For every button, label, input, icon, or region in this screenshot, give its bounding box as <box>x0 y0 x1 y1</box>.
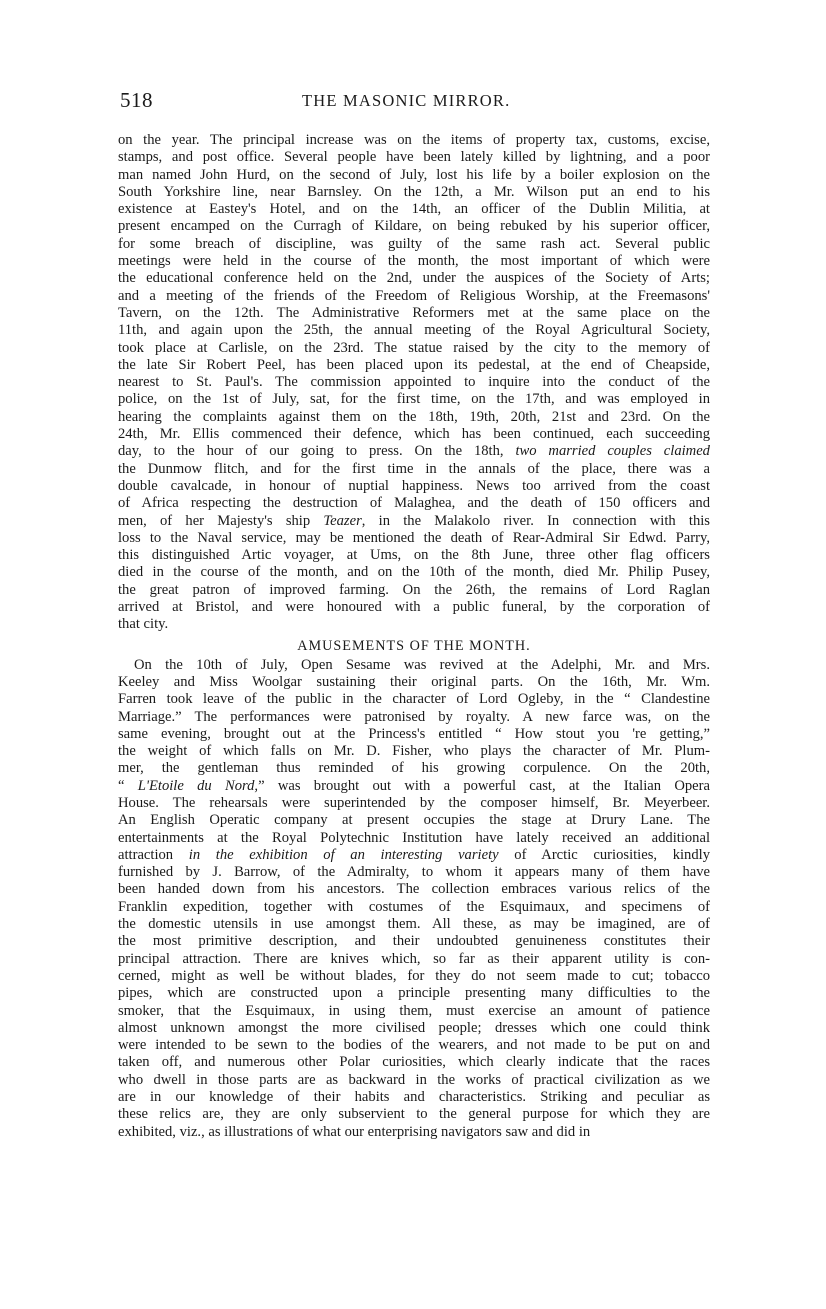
page-number: 518 <box>120 88 153 112</box>
text-line: pipes, which are constructed upon a principle presenting many difficulties to the <box>118 985 710 1002</box>
text-line: took place at Carlisle, on the 23rd. The statue raised by the city to the memory of <box>118 339 710 356</box>
text-line: House. The rehearsals were superintended by the composer himself, Br. Meyerbeer. <box>118 794 710 811</box>
text-line: day, to the hour of our going to press. On the 18th, two married couples claimed <box>118 443 710 460</box>
text-line: cerned, might as well be without blades, for they do not seem made to cut; tobacco <box>118 967 710 984</box>
text-line: 11th, and again upon the 25th, the annual meeting of the Royal Agricultural Society, <box>118 322 710 339</box>
text-line: the weight of which falls on Mr. D. Fisher, who plays the character of Mr. Plum- <box>118 743 710 760</box>
text-line: double cavalcade, in honour of nuptial happiness. News too arrived from the coast <box>118 477 710 494</box>
text-line: and a meeting of the friends of the Freedom of Religious Worship, at the Freemasons' <box>118 287 710 304</box>
text-line: who dwell in those parts are as backward in the works of practical civilization as we <box>118 1071 710 1088</box>
text-line: meetings were held in the course of the month, the most important of which were <box>118 253 710 270</box>
text-line: Farren took leave of the public in the character of Lord Ogleby, in the “ Clandestine <box>118 691 710 708</box>
text-line: attraction in the exhibition of an interesting variety of Arctic curiosities, kindly <box>118 846 710 863</box>
text-line: exhibited, viz., as illustrations of what our enterprising navigators saw and did in <box>118 1123 591 1140</box>
text-line: been handed down from his ancestors. The collection embraces various relics of the <box>118 881 710 898</box>
text-line: on the year. The principal increase was on the items of property tax, customs, excise, <box>118 132 710 148</box>
text-line: taken off, and numerous other Polar curiosities, which clearly indicate that the races <box>118 1054 710 1071</box>
text-line: furnished by J. Barrow, of the Admiralty, to whom it appears many of them have <box>118 864 710 881</box>
text-line: the late Sir Robert Peel, has been placed upon its pedestal, at the end of Cheapside, <box>118 356 710 373</box>
text-line: were intended to be sewn to the bodies of the wearers, and not made to be put on and <box>118 1037 710 1054</box>
text-line: entertainments at the Royal Polytechnic Institution have lately received an additional <box>118 829 710 846</box>
text-line: smoker, that the Esquimaux, in using them, must exercise an amount of patience <box>118 1002 710 1019</box>
text-line: Tavern, on the 12th. The Administrative Reformers met at the same place on the <box>118 304 710 321</box>
text-line: the Dunmow flitch, and for the first time in the annals of the place, there was a <box>118 460 710 477</box>
text-line: On the 10th of July, Open Sesame was revived at the Adelphi, Mr. and Mrs. <box>134 656 710 673</box>
text-line: died in the course of the month, and on the 10th of the month, died Mr. Philip Pusey, <box>118 564 710 581</box>
section-heading: AMUSEMENTS OF THE MONTH. <box>297 637 531 654</box>
text-line: man named John Hurd, on the second of July, lost his life by a boiler explosion on the <box>118 166 710 183</box>
text-line: hearing the complaints against them on the 18th, 19th, 20th, 21st and 23rd. On the <box>118 408 710 425</box>
text-line: nearest to St. Paul's. The commission appointed to inquire into the conduct of the <box>118 374 710 391</box>
text-line: present encamped on the Curragh of Kildare, on being rebuked by his superior officer, <box>118 218 710 235</box>
text-line: the educational conference held on the 2nd, under the auspices of the Society of Arts; <box>118 270 710 287</box>
text-line: loss to the Naval service, may be mentioned the death of Rear-Admiral Sir Edwd. Parry, <box>118 529 710 546</box>
running-head <box>120 88 708 116</box>
paragraph-amusements <box>118 657 710 1141</box>
text-line: Marriage.” The performances were patronised by royalty. A new farce was, on the <box>118 708 710 725</box>
text-line: men, of her Majesty's ship Teazer, in the Malakolo river. In connection with this <box>118 512 710 529</box>
text-line: mer, the gentleman thus reminded of his growing corpulence. On the 20th, <box>118 760 710 777</box>
text-line: same evening, brought out at the Princess's entitled “ How stout you 're getting,” <box>118 725 710 742</box>
text-line: these relics are, they are only subservient to the general purpose for which they are <box>118 1106 710 1123</box>
text-line: 24th, Mr. Ellis commenced their defence, which has been continued, each succeeding <box>118 426 710 443</box>
text-line: the most primitive description, and their undoubted genuineness constitutes their <box>118 933 710 950</box>
text-line: the great patron of improved farming. On the 26th, the remains of Lord Raglan <box>118 581 710 598</box>
paragraph-news <box>118 132 710 634</box>
text-line: for some breach of discipline, was guilty of the same rash act. Several public <box>118 235 710 252</box>
text-line: stamps, and post office. Several people have been lately killed by lightning, and a poor <box>118 149 710 166</box>
text-line: almost unknown amongst the more civilised people; dresses which one could think <box>118 1019 710 1036</box>
text-line: police, on the 1st of July, sat, for the first time, on the 17th, and was employed in <box>118 391 710 408</box>
text-line: arrived at Bristol, and were honoured with a public funeral, by the corporation of <box>118 599 710 616</box>
text-line: existence at Eastey's Hotel, and on the 14th, an officer of the Dublin Militia, at <box>118 201 710 218</box>
text-line: that city. <box>118 616 169 633</box>
text-line: South Yorkshire line, near Barnsley. On the 12th, a Mr. Wilson put an end to his <box>118 183 710 200</box>
text-line: An English Operatic company at present occupies the stage at Drury Lane. The <box>118 812 710 829</box>
text-line: Keeley and Miss Woolgar sustaining their original parts. On the 16th, Mr. Wm. <box>118 673 710 690</box>
text-line: are in our knowledge of their habits and characteristics. Striking and peculiar as <box>118 1089 710 1106</box>
text-line: this distinguished Artic voyager, at Ums, on the 8th June, three other flag officers <box>118 547 710 564</box>
text-line: principal attraction. There are knives which, so far as their apparent utility is con- <box>118 950 710 967</box>
text-line: “ L'Etoile du Nord,” was brought out with a powerful cast, at the Italian Opera <box>118 777 710 794</box>
text-line: of Africa respecting the destruction of Malaghea, and the death of 150 officers and <box>118 495 710 512</box>
running-title: THE MASONIC MIRROR. <box>302 91 511 110</box>
text-line: the domestic utensils in use amongst them. All these, as may be imagined, are of <box>118 916 710 933</box>
body-text <box>118 132 710 1141</box>
text-line: Franklin expedition, together with costumes of the Esquimaux, and specimens of <box>118 898 710 915</box>
